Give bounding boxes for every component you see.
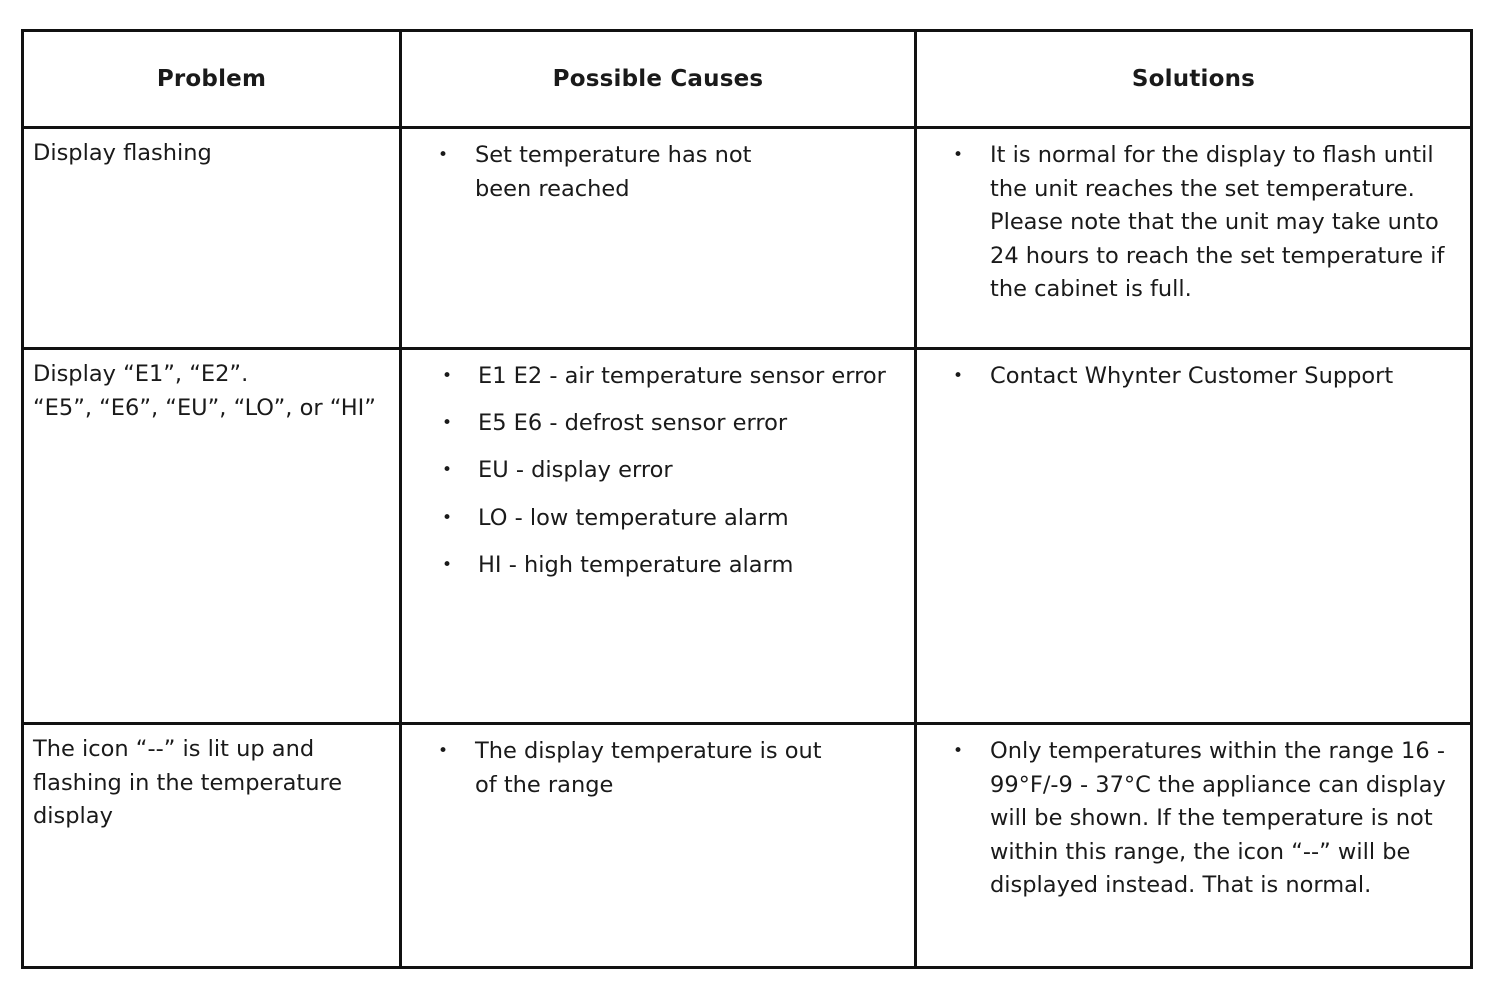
causes-list	[402, 350, 914, 582]
problem-line: Display “E1”, “E2”.	[33, 361, 249, 387]
solution-text: It is normal for the display to flash until the unit reaches the set temperature. Please note that the unit may take unto 24 hours to reach the set temperature if the cabinet is full.	[990, 142, 1445, 302]
bullet-icon: •	[438, 145, 449, 165]
solutions-cell	[916, 128, 1472, 349]
bullet-icon: •	[953, 741, 964, 761]
problem-line: “E5”, “E6”, “EU”, “LO”, or “HI”	[33, 394, 376, 421]
table-row	[23, 724, 1472, 968]
solutions-list	[917, 129, 1470, 307]
header-causes: Possible Causes	[401, 31, 916, 128]
list-item	[402, 502, 914, 536]
list-item	[917, 360, 1470, 394]
list-item	[402, 735, 914, 802]
header-problem: Problem	[23, 31, 401, 128]
cause-text: EU - display error	[478, 457, 673, 484]
problem-text: Display flashing	[33, 140, 212, 166]
solution-text: Contact Whynter Customer Support	[990, 363, 1394, 389]
problem-text: The icon “--” is lit up and flashing in the temperature display	[33, 736, 343, 829]
list-item	[402, 407, 914, 441]
cause-text: E1 E2 - air temperature sensor error	[478, 363, 886, 389]
bullet-icon: •	[442, 460, 453, 481]
cause-text: LO - low temperature alarm	[478, 504, 789, 531]
table-row	[23, 349, 1472, 724]
solutions-list	[917, 725, 1470, 903]
problem-cell	[23, 349, 401, 724]
causes-list	[402, 725, 914, 802]
causes-cell	[401, 349, 916, 724]
list-item	[917, 139, 1470, 307]
list-item	[402, 549, 914, 583]
cause-text: HI - high temperature alarm	[478, 551, 794, 578]
cause-text: Set temperature has not been reached	[475, 142, 752, 202]
bullet-icon: •	[953, 366, 964, 386]
table-row	[23, 128, 1472, 349]
solutions-cell	[916, 724, 1472, 968]
header-row	[23, 31, 1472, 128]
header-solutions: Solutions	[916, 31, 1472, 128]
bullet-icon: •	[953, 145, 964, 165]
causes-cell	[401, 724, 916, 968]
bullet-icon: •	[442, 554, 453, 575]
bullet-icon: •	[442, 413, 453, 434]
cause-text: E5 E6 - defrost sensor error	[478, 410, 788, 437]
solutions-cell	[916, 349, 1472, 724]
causes-list	[402, 129, 914, 206]
cause-text: The display temperature is out of the range	[475, 738, 822, 798]
bullet-icon: •	[442, 507, 453, 528]
list-item	[402, 360, 914, 394]
list-item	[402, 139, 914, 206]
bullet-icon: •	[442, 366, 453, 386]
troubleshooting-table	[21, 29, 1473, 969]
solution-text: Only temperatures within the range 16 - 99°F/-9 - 37°C the appliance can display will be shown. If the temperature is not within this range, the icon “--” will be displayed instead. That is normal.	[990, 738, 1446, 898]
problem-text	[24, 350, 399, 425]
problem-cell	[23, 724, 401, 968]
list-item	[917, 735, 1470, 903]
list-item	[402, 454, 914, 488]
bullet-icon: •	[438, 741, 449, 761]
problem-cell	[23, 128, 401, 349]
solutions-list	[917, 350, 1470, 394]
causes-cell	[401, 128, 916, 349]
